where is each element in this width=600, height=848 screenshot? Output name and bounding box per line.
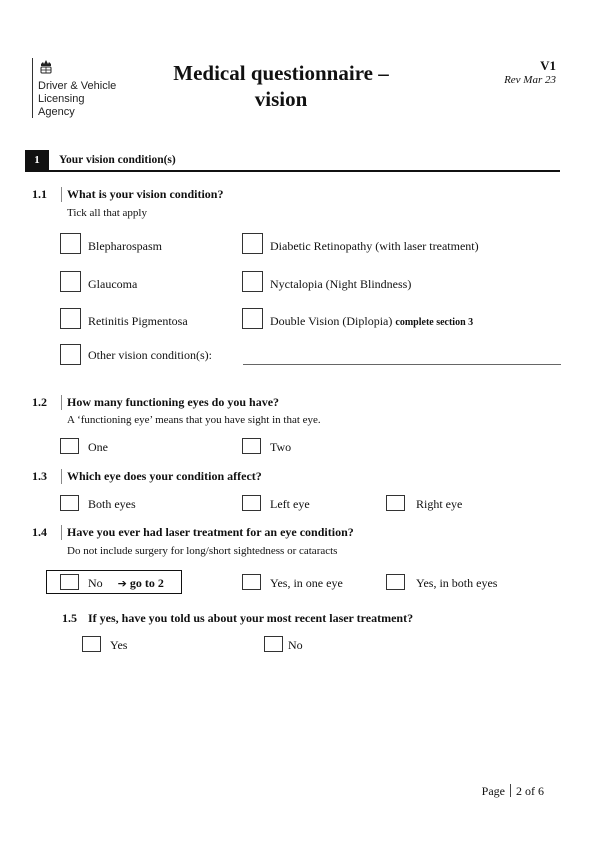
checkbox-told-no[interactable] [264, 636, 283, 652]
q1-2-divider [61, 395, 62, 410]
checkbox-other-condition[interactable] [60, 344, 81, 365]
section-header [25, 150, 560, 172]
label-told-yes: Yes [110, 638, 128, 652]
checkbox-left-eye[interactable] [242, 495, 261, 511]
title-line-2: vision [254, 87, 308, 111]
checkbox-glaucoma[interactable] [60, 271, 81, 292]
label-blepharospasm: Blepharospasm [88, 239, 162, 253]
other-condition-input[interactable] [243, 364, 561, 365]
logo-divider [32, 58, 33, 118]
org-line-2: Licensing [38, 93, 85, 105]
q1-1-divider [61, 187, 62, 202]
q1-4-hint: Do not include surgery for long/short sightedness or cataracts [67, 545, 338, 557]
label-double-vision [270, 313, 473, 331]
royal-crest-icon [38, 58, 54, 76]
checkbox-blepharospasm[interactable] [60, 233, 81, 254]
title-line-1: Medical questionnaire – [173, 61, 389, 85]
goto-instruction: go to 2 [129, 576, 164, 590]
q1-2-question: How many functioning eyes do you have? [67, 395, 280, 409]
q1-1-hint: Tick all that apply [67, 207, 147, 219]
org-line-1: Driver & Vehicle [38, 80, 117, 92]
checkbox-laser-one-eye[interactable] [242, 574, 261, 590]
q1-1-number: 1.1 [32, 187, 47, 201]
q1-2-hint: A ‘functioning eye’ means that you have sight in that eye. [67, 414, 321, 426]
dvla-logo [32, 58, 142, 120]
q1-4-question: Have you ever had laser treatment for an eye condition? [67, 525, 354, 539]
label-two-eyes: Two [270, 440, 292, 454]
label-one-eye: One [88, 440, 108, 454]
label-laser-both-eyes: Yes, in both eyes [416, 576, 498, 590]
label-no-laser [88, 575, 164, 592]
q1-5-number: 1.5 [62, 611, 77, 625]
checkbox-diabetic-retinopathy[interactable] [242, 233, 263, 254]
checkbox-retinitis-pigmentosa[interactable] [60, 308, 81, 329]
label-double-vision-text: Double Vision (Diplopia) [270, 314, 393, 328]
checkbox-no-laser[interactable] [60, 574, 79, 590]
checkbox-double-vision[interactable] [242, 308, 263, 329]
checkbox-right-eye[interactable] [386, 495, 405, 511]
page-number [482, 784, 544, 799]
label-diabetic-retinopathy: Diabetic Retinopathy (with laser treatment) [270, 239, 479, 253]
arrow-right-icon: ➔ [117, 577, 127, 590]
label-glaucoma: Glaucoma [88, 277, 138, 291]
label-no-laser-text: No [88, 576, 103, 590]
q1-3-divider [61, 469, 62, 484]
org-line-3: Agency [38, 106, 75, 118]
q1-1-question: What is your vision condition? [67, 187, 224, 201]
label-other-condition: Other vision condition(s): [88, 348, 212, 362]
label-laser-one-eye: Yes, in one eye [270, 576, 343, 590]
diplopia-instruction: complete section 3 [395, 317, 474, 328]
q1-2-number: 1.2 [32, 395, 47, 409]
page-label: Page [481, 784, 505, 798]
label-left-eye: Left eye [270, 497, 310, 511]
label-nyctalopia: Nyctalopia (Night Blindness) [270, 277, 412, 291]
label-right-eye: Right eye [416, 497, 463, 511]
revision-label: Rev Mar 23 [504, 74, 556, 86]
q1-5-question: If yes, have you told us about your most recent laser treatment? [88, 611, 414, 625]
checkbox-one-eye[interactable] [60, 438, 79, 454]
checkbox-nyctalopia[interactable] [242, 271, 263, 292]
checkbox-laser-both-eyes[interactable] [386, 574, 405, 590]
section-number: 1 [25, 150, 49, 170]
checkbox-told-yes[interactable] [82, 636, 101, 652]
page-divider [510, 784, 511, 797]
section-title: Your vision condition(s) [59, 154, 176, 166]
q1-3-question: Which eye does your condition affect? [67, 469, 262, 483]
label-retinitis-pigmentosa: Retinitis Pigmentosa [88, 314, 188, 328]
page-value: 2 of 6 [516, 784, 544, 798]
q1-4-number: 1.4 [32, 525, 47, 539]
label-both-eyes: Both eyes [88, 497, 136, 511]
label-told-no: No [288, 638, 303, 652]
org-name [38, 80, 116, 119]
checkbox-both-eyes[interactable] [60, 495, 79, 511]
q1-3-number: 1.3 [32, 469, 47, 483]
version-label: V1 [540, 58, 556, 73]
checkbox-two-eyes[interactable] [242, 438, 261, 454]
document-title [150, 60, 412, 112]
q1-4-divider [61, 525, 62, 540]
